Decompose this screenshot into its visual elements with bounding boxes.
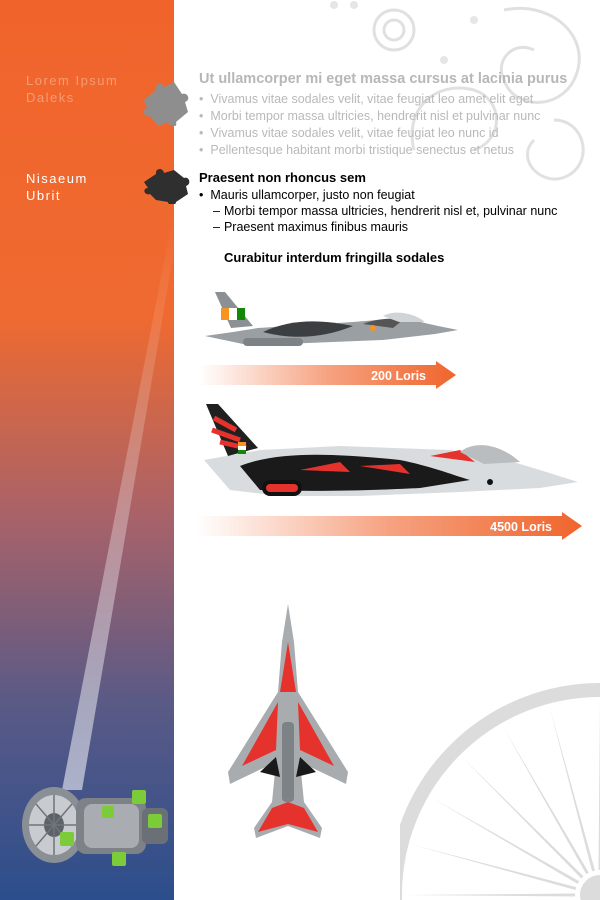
arrow-label: 200 Loris [371,369,426,383]
light-beam [0,0,174,900]
wheel-spoke [503,726,589,874]
chakra-wheel-decoration [400,680,600,900]
sidebar-item-label-line1: Lorem Ipsum [26,73,119,88]
jet-engine-icon [14,770,174,880]
jet-side-view-grey [203,288,461,350]
sub-bullet-list [213,203,557,235]
puzzle-icon [138,82,190,126]
comparison-title: Curabitur interdum fringilla sodales [224,250,445,265]
wheel-spoke [431,798,579,884]
list-item: • Mauris ullamcorper, justo non feugiat [199,187,415,203]
value-arrow-200 [200,361,460,389]
sidebar-item-lorem-ipsum[interactable] [26,72,118,106]
arrow-label: 4500 Loris [490,520,552,534]
value-arrow-4500 [196,512,586,540]
list-item: • Pellentesque habitant morbi tristique senectus et netus [199,142,540,159]
list-item: – Praesent maximus finibus mauris [213,219,557,235]
section-title: Ut ullamcorper mi eget massa cursus at lacinia purus [199,71,568,87]
sidebar-item-label-line1: Nisaeum [26,171,88,186]
wheel-spoke [462,757,583,878]
sidebar-item-label-line2: Ubrit [26,188,61,203]
jet-side-view-tiger [200,400,580,502]
wheel-spoke [405,894,575,897]
section-bullet-list [199,91,540,159]
sidebar [0,0,174,900]
puzzle-icon [140,168,192,204]
list-item: • Vivamus vitae sodales velit, vitae feugiat leo nunc id [199,125,540,142]
sidebar-item-nisaeum[interactable] [26,170,88,204]
list-item: – Morbi tempor massa ultricies, hendrerit nisl et, pulvinar nunc [213,203,557,219]
list-item: • Morbi tempor massa ultricies, hendrerit nisl et pulvinar nunc [199,108,540,125]
list-item: • Vivamus vitae sodales velit, vitae feugiat leo amet elit eget [199,91,540,108]
section-title: Praesent non rhoncus sem [199,170,366,185]
jet-top-view [226,602,350,842]
sidebar-item-label-line2: Daleks [26,90,75,105]
